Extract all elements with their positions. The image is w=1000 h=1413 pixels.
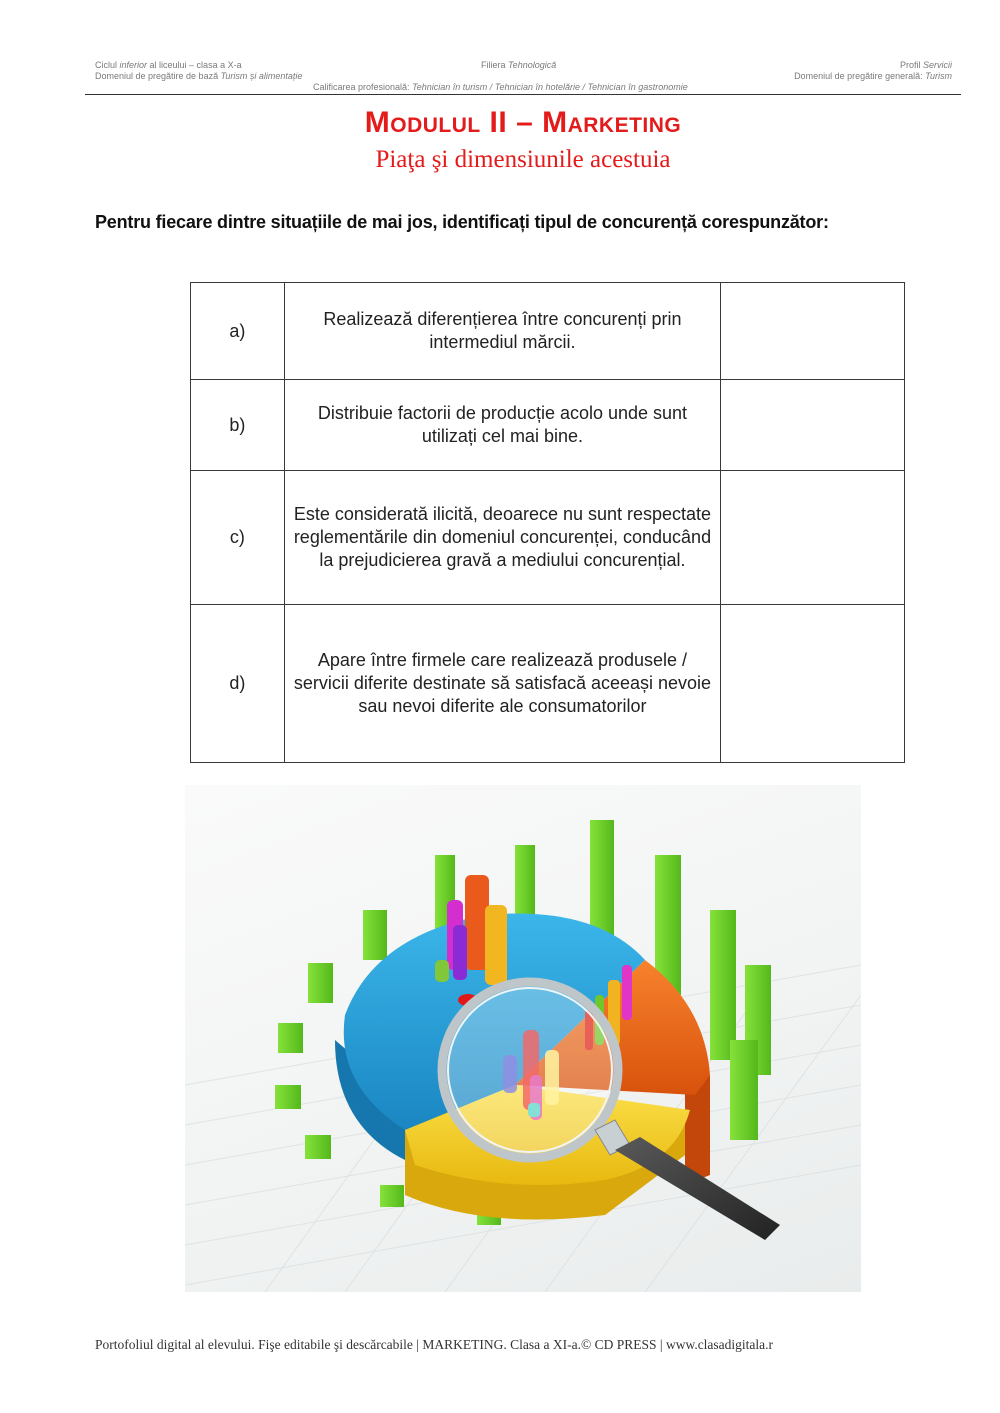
header-divider: [85, 94, 961, 95]
page-subtitle: Piaţa şi dimensiunile acestuia: [375, 146, 671, 173]
header-profile: Profil Servicii: [899, 60, 952, 70]
table-row: [191, 283, 905, 380]
table-row: [191, 605, 905, 763]
question-label: d): [191, 605, 285, 763]
answer-cell[interactable]: [721, 471, 905, 605]
header-filiera: Filiera Tehnologică: [481, 60, 557, 70]
question-text: Distribuie factorii de producție acolo unde sunt utilizați cel mai bine.: [284, 380, 720, 471]
header-qualification: Calificarea profesională: Tehnician în turism / Tehnician în hotelărie / Tehnician în gastronomie: [313, 82, 688, 92]
table-row: [191, 471, 905, 605]
question-text: Apare între firmele care realizează produsele / servicii diferite destinate să satisfacă aceeași nevoie sau nevoi diferite ale consumatorilor: [284, 605, 720, 763]
answer-cell[interactable]: [721, 380, 905, 471]
page-title: Modulul II – Marketing: [364, 106, 682, 139]
header-domain-base: Domeniul de pregătire de bază Turism și alimentație: [95, 71, 303, 81]
questions-table: [190, 282, 905, 763]
question-text: Realizează diferențierea între concurenți prin intermediul mărcii.: [284, 283, 720, 380]
answer-input-b[interactable]: [721, 417, 908, 437]
page-footer: Portofoliul digital al elevului. Fişe editabile şi descărcabile | MARKETING. Clasa a XI-a.© CD PRESS | www.clasadigitala.r: [95, 1337, 774, 1352]
header-cycle: Ciclul inferior al liceului – clasa a X-a: [95, 60, 242, 70]
pie-chart-illustration: [185, 785, 861, 1292]
instruction-text: Pentru fiecare dintre situațiile de mai jos, identificați tipul de concurență corespunzător:: [95, 212, 829, 232]
header-domain-general: Domeniul de pregătire generală: Turism: [794, 71, 952, 81]
question-label: b): [191, 380, 285, 471]
answer-cell[interactable]: [721, 605, 905, 763]
answer-input-a[interactable]: [721, 323, 908, 343]
table-row: [191, 380, 905, 471]
question-label: a): [191, 283, 285, 380]
question-text: Este considerată ilicită, deoarece nu sunt respectate reglementările din domeniul concurenței, conducând la prejudicierea gravă a mediului concurențial.: [284, 471, 720, 605]
answer-input-d[interactable]: [721, 675, 908, 695]
answer-cell[interactable]: [721, 283, 905, 380]
question-label: c): [191, 471, 285, 605]
chart-magnifier-icon: [185, 785, 861, 1292]
answer-input-c[interactable]: [721, 529, 908, 549]
